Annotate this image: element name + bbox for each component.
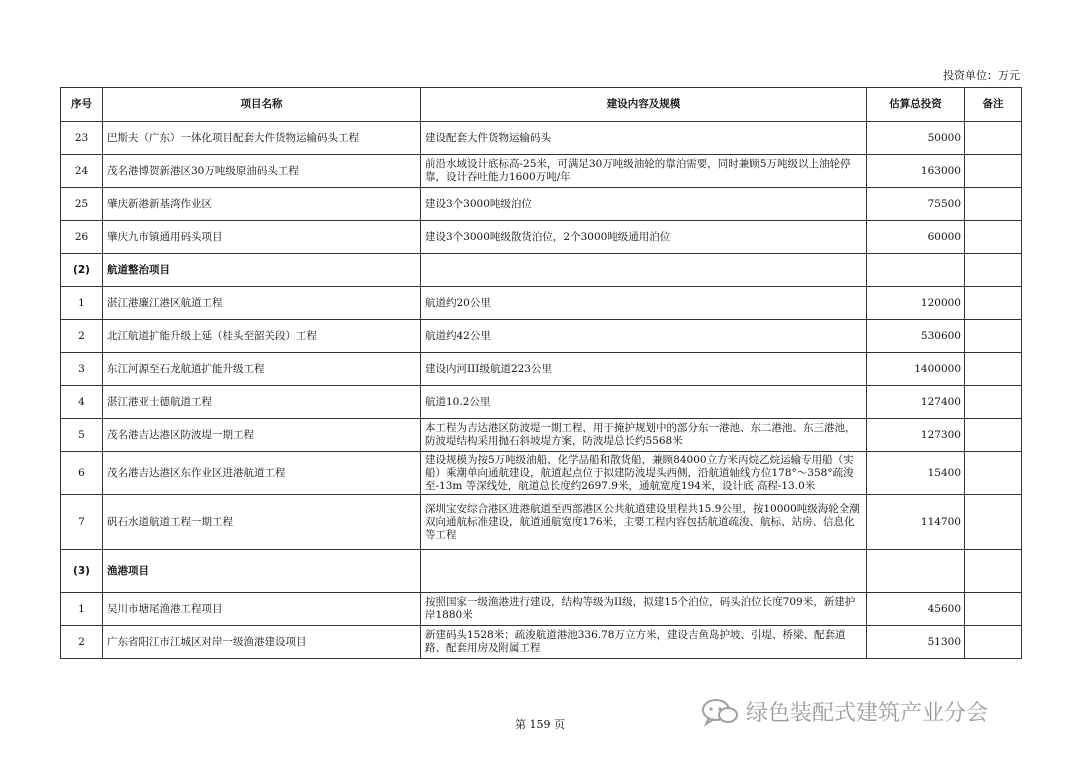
cell-content: 建设3个3000吨级散货泊位，2个3000吨级通用泊位 — [421, 221, 867, 254]
page-number: 第 159 页 — [515, 718, 565, 731]
table-body — [61, 122, 1022, 659]
table-row — [61, 320, 1022, 353]
section-row — [61, 254, 1022, 287]
table-row — [61, 287, 1022, 320]
cell-seq: 1 — [61, 593, 103, 626]
cell-note — [965, 287, 1022, 320]
cell-seq: 7 — [61, 495, 103, 550]
cell-seq: 5 — [61, 419, 103, 452]
cell-content: 航道约20公里 — [421, 287, 867, 320]
cell-content: 前沿水域设计底标高-25米，可满足30万吨级油轮的靠泊需要，同时兼顾5万吨级以上油轮停靠，设计吞吐能力1600万吨/年 — [421, 155, 867, 188]
cell-note — [965, 353, 1022, 386]
cell-seq: 4 — [61, 386, 103, 419]
cell-investment: 114700 — [867, 495, 965, 550]
header-investment: 估算总投资 — [867, 88, 965, 122]
cell-note — [965, 122, 1022, 155]
cell-project-name: 吴川市塘尾渔港工程项目 — [103, 593, 421, 626]
cell-note — [965, 626, 1022, 659]
cell-content — [421, 254, 867, 287]
watermark — [700, 696, 988, 727]
table-header-row — [61, 88, 1022, 122]
cell-investment: 50000 — [867, 122, 965, 155]
cell-investment: 45600 — [867, 593, 965, 626]
cell-seq: 25 — [61, 188, 103, 221]
cell-investment: 127300 — [867, 419, 965, 452]
cell-note — [965, 593, 1022, 626]
table-row — [61, 495, 1022, 550]
header-seq: 序号 — [61, 88, 103, 122]
cell-note — [965, 155, 1022, 188]
cell-project-name: 广东省阳江市江城区对岸一级渔港建设项目 — [103, 626, 421, 659]
cell-seq: 2 — [61, 320, 103, 353]
cell-project-name: 湛江港廉江港区航道工程 — [103, 287, 421, 320]
table-row — [61, 386, 1022, 419]
cell-investment: 530600 — [867, 320, 965, 353]
cell-project-name: 茂名港博贺新港区30万吨级原油码头工程 — [103, 155, 421, 188]
cell-project-name: 北江航道扩能升级上延（桂头至韶关段）工程 — [103, 320, 421, 353]
cell-content: 建设规模为按5万吨级油船、化学品船和散货船，兼顾84000立方米丙烷乙烷运输专用船（实船）乘潮单向通航建设，航道起点位于拟建防波堤头西侧，沿航道轴线方位178°～358°疏浚至-13m 等深线处，航道总长度约2697.9米，通航宽度194米，设计底 高程-13.0米 — [421, 452, 867, 495]
cell-seq: 3 — [61, 353, 103, 386]
cell-project-name: 东江河源至石龙航道扩能升级工程 — [103, 353, 421, 386]
cell-content: 深圳宝安综合港区进港航道至西部港区公共航道建设里程共15.9公里，按10000吨级海轮全潮双向通航标准建设，航道通航宽度176米，主要工程内容包括航道疏浚、航标、站房、信息化等工程 — [421, 495, 867, 550]
header-content: 建设内容及规模 — [421, 88, 867, 122]
cell-project-name: 矾石水道航道工程一期工程 — [103, 495, 421, 550]
cell-investment: 120000 — [867, 287, 965, 320]
cell-seq: 6 — [61, 452, 103, 495]
cell-content: 按照国家一级渔港进行建设，结构等级为II级，拟建15个泊位，码头泊位长度709米，新建护岸1880米 — [421, 593, 867, 626]
cell-project-name: 巴斯夫（广东）一体化项目配套大件货物运输码头工程 — [103, 122, 421, 155]
cell-note — [965, 188, 1022, 221]
table-row — [61, 188, 1022, 221]
cell-investment — [867, 550, 965, 593]
cell-seq: 24 — [61, 155, 103, 188]
table-row — [61, 155, 1022, 188]
cell-investment: 51300 — [867, 626, 965, 659]
table-row — [61, 593, 1022, 626]
header-name: 项目名称 — [103, 88, 421, 122]
cell-investment: 1400000 — [867, 353, 965, 386]
cell-project-name: 肇庆新港新基湾作业区 — [103, 188, 421, 221]
cell-content: 航道约42公里 — [421, 320, 867, 353]
cell-content: 新建码头1528米；疏浚航道港池336.78万立方米，建设吉鱼岛护坡、引堤、桥梁、配套道路、配套用房及附属工程 — [421, 626, 867, 659]
wechat-official-account-icon — [700, 697, 740, 727]
cell-project-name: 航道整治项目 — [103, 254, 421, 287]
cell-content: 本工程为吉达港区防波堤一期工程，用于掩护规划中的部分东一港池、东二港池、东三港池，防波堤结构采用抛石斜坡堤方案，防波堤总长约5568米 — [421, 419, 867, 452]
cell-note — [965, 550, 1022, 593]
cell-investment: 127400 — [867, 386, 965, 419]
table-row — [61, 452, 1022, 495]
table-row — [61, 626, 1022, 659]
cell-investment: 60000 — [867, 221, 965, 254]
cell-seq: 23 — [61, 122, 103, 155]
header-note: 备注 — [965, 88, 1022, 122]
cell-investment: 15400 — [867, 452, 965, 495]
cell-note — [965, 320, 1022, 353]
investment-unit-label: 投资单位：万元 — [943, 69, 1020, 82]
cell-note — [965, 419, 1022, 452]
watermark-text: 绿色装配式建筑产业分会 — [746, 701, 989, 726]
cell-content — [421, 550, 867, 593]
project-table — [60, 87, 1022, 659]
cell-content: 建设内河III级航道223公里 — [421, 353, 867, 386]
cell-content: 建设3个3000吨级泊位 — [421, 188, 867, 221]
cell-investment — [867, 254, 965, 287]
cell-seq: 1 — [61, 287, 103, 320]
cell-project-name: 渔港项目 — [103, 550, 421, 593]
table-row — [61, 419, 1022, 452]
cell-content: 航道10.2公里 — [421, 386, 867, 419]
section-row — [61, 550, 1022, 593]
cell-project-name: 肇庆九市镇通用码头项目 — [103, 221, 421, 254]
cell-note — [965, 221, 1022, 254]
cell-project-name: 湛江港亚士德航道工程 — [103, 386, 421, 419]
cell-project-name: 茂名港吉达港区东作业区进港航道工程 — [103, 452, 421, 495]
cell-content: 建设配套大件货物运输码头 — [421, 122, 867, 155]
cell-note — [965, 495, 1022, 550]
table-row — [61, 122, 1022, 155]
cell-seq: (2) — [61, 254, 103, 287]
cell-seq: (3) — [61, 550, 103, 593]
cell-note — [965, 452, 1022, 495]
cell-investment: 163000 — [867, 155, 965, 188]
cell-seq: 26 — [61, 221, 103, 254]
cell-note — [965, 386, 1022, 419]
table-row — [61, 221, 1022, 254]
cell-investment: 75500 — [867, 188, 965, 221]
cell-seq: 2 — [61, 626, 103, 659]
cell-note — [965, 254, 1022, 287]
table-row — [61, 353, 1022, 386]
cell-project-name: 茂名港吉达港区防波堤一期工程 — [103, 419, 421, 452]
